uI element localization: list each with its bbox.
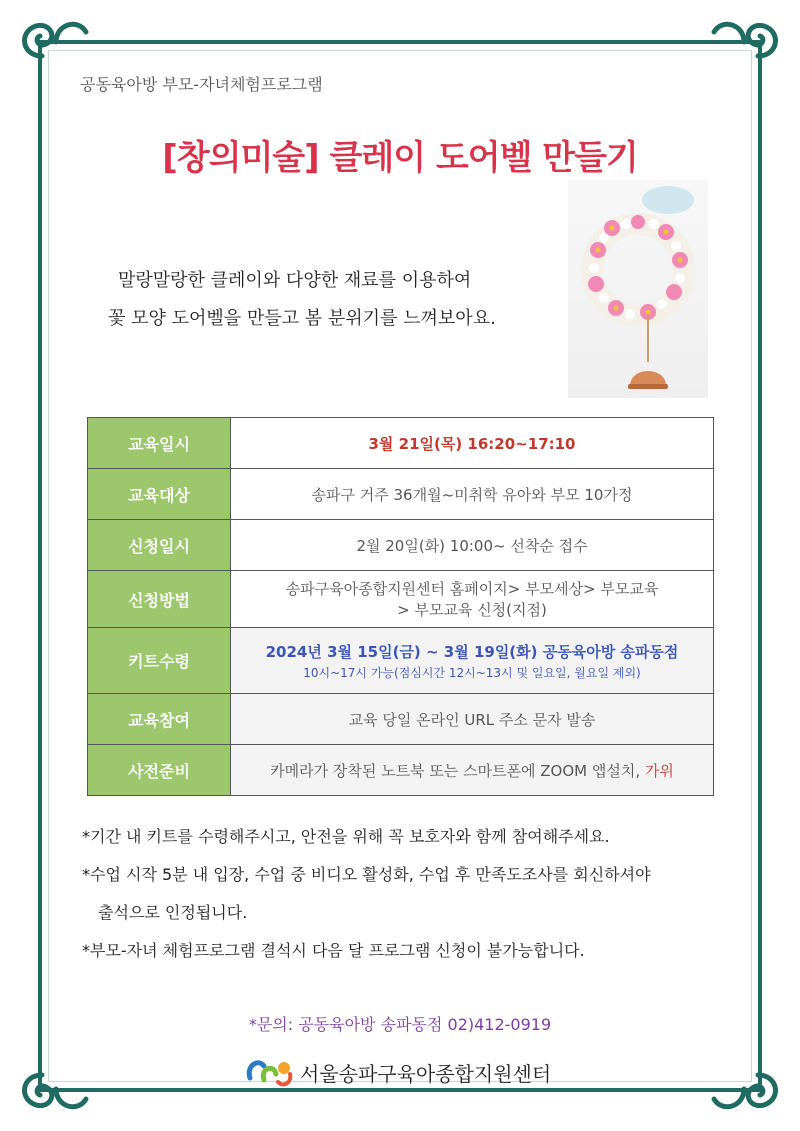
note-item-continued: 출석으로 인정됩니다. bbox=[98, 903, 248, 922]
table-row bbox=[88, 520, 714, 571]
note-item: *기간 내 키트를 수령해주시고, 안전을 위해 꼭 보호자와 함께 참여해주세요. bbox=[82, 827, 610, 846]
row-label: 교육참여 bbox=[88, 694, 231, 745]
row-value-line: > 부모교육 신청(지점) bbox=[397, 601, 547, 619]
table-row bbox=[88, 571, 714, 628]
row-value: 2월 20일(화) 10:00~ 선착순 접수 bbox=[231, 520, 714, 571]
row-value bbox=[231, 571, 714, 628]
note-item: *부모-자녀 체험프로그램 결석시 다음 달 프로그램 신청이 불가능합니다. bbox=[82, 941, 585, 960]
page-title: [창의미술] 클레이 도어벨 만들기 bbox=[162, 138, 638, 178]
scroll-corner-icon bbox=[698, 12, 788, 102]
table-row bbox=[88, 418, 714, 469]
intro-text bbox=[108, 262, 548, 338]
row-label: 신청일시 bbox=[88, 520, 231, 571]
row-value bbox=[231, 418, 714, 469]
table-row bbox=[88, 694, 714, 745]
note-item: *수업 시작 5분 내 입장, 수업 중 비디오 활성화, 수업 후 만족도조사를 회신하셔야 bbox=[82, 865, 651, 884]
prep-scissors: 가위 bbox=[644, 761, 674, 780]
date-value: 3월 21일(목) 16:20~17:10 bbox=[368, 434, 576, 453]
kit-pickup-dates: 2024년 3월 15일(금) ~ 3월 19일(화) 공동육아방 송파동점 bbox=[265, 642, 679, 661]
table-row bbox=[88, 745, 714, 796]
scroll-corner-icon bbox=[698, 1029, 788, 1119]
prep-text: 카메라가 장착된 노트북 또는 스마트폰에 ZOOM 앱설치, bbox=[270, 761, 641, 780]
center-logo-icon bbox=[244, 1054, 296, 1090]
info-table bbox=[87, 417, 714, 796]
program-subtitle: 공동육아방 부모-자녀체험프로그램 bbox=[80, 75, 323, 94]
center-logo bbox=[244, 1052, 551, 1092]
row-label: 키트수령 bbox=[88, 628, 231, 694]
row-label: 신청방법 bbox=[88, 571, 231, 628]
scroll-corner-icon bbox=[12, 1029, 102, 1119]
row-label: 사전준비 bbox=[88, 745, 231, 796]
row-value: 교육 당일 온라인 URL 주소 문자 발송 bbox=[231, 694, 714, 745]
row-value: 송파구 거주 36개월~미취학 유아와 부모 10가정 bbox=[231, 469, 714, 520]
doorbell-photo bbox=[568, 180, 708, 398]
row-value bbox=[231, 745, 714, 796]
row-label: 교육일시 bbox=[88, 418, 231, 469]
notes bbox=[82, 818, 732, 970]
row-value-line: 송파구육아종합지원센터 홈페이지> 부모세상> 부모교육 bbox=[285, 580, 659, 598]
center-name: 서울송파구육아종합지원센터 bbox=[300, 1061, 552, 1086]
table-row bbox=[88, 469, 714, 520]
intro-line: 꽃 모양 도어벨을 만들고 봄 분위기를 느껴보아요. bbox=[108, 308, 496, 329]
contact-info: *문의: 공동육아방 송파동점 02)412-0919 bbox=[248, 1015, 552, 1034]
table-row bbox=[88, 628, 714, 694]
intro-line: 말랑말랑한 클레이와 다양한 재료를 이용하여 bbox=[118, 270, 472, 291]
kit-pickup-hours: 10시~17시 가능(점심시간 12시~13시 및 일요일, 월요일 제외) bbox=[303, 665, 641, 680]
row-label: 교육대상 bbox=[88, 469, 231, 520]
row-value bbox=[231, 628, 714, 694]
